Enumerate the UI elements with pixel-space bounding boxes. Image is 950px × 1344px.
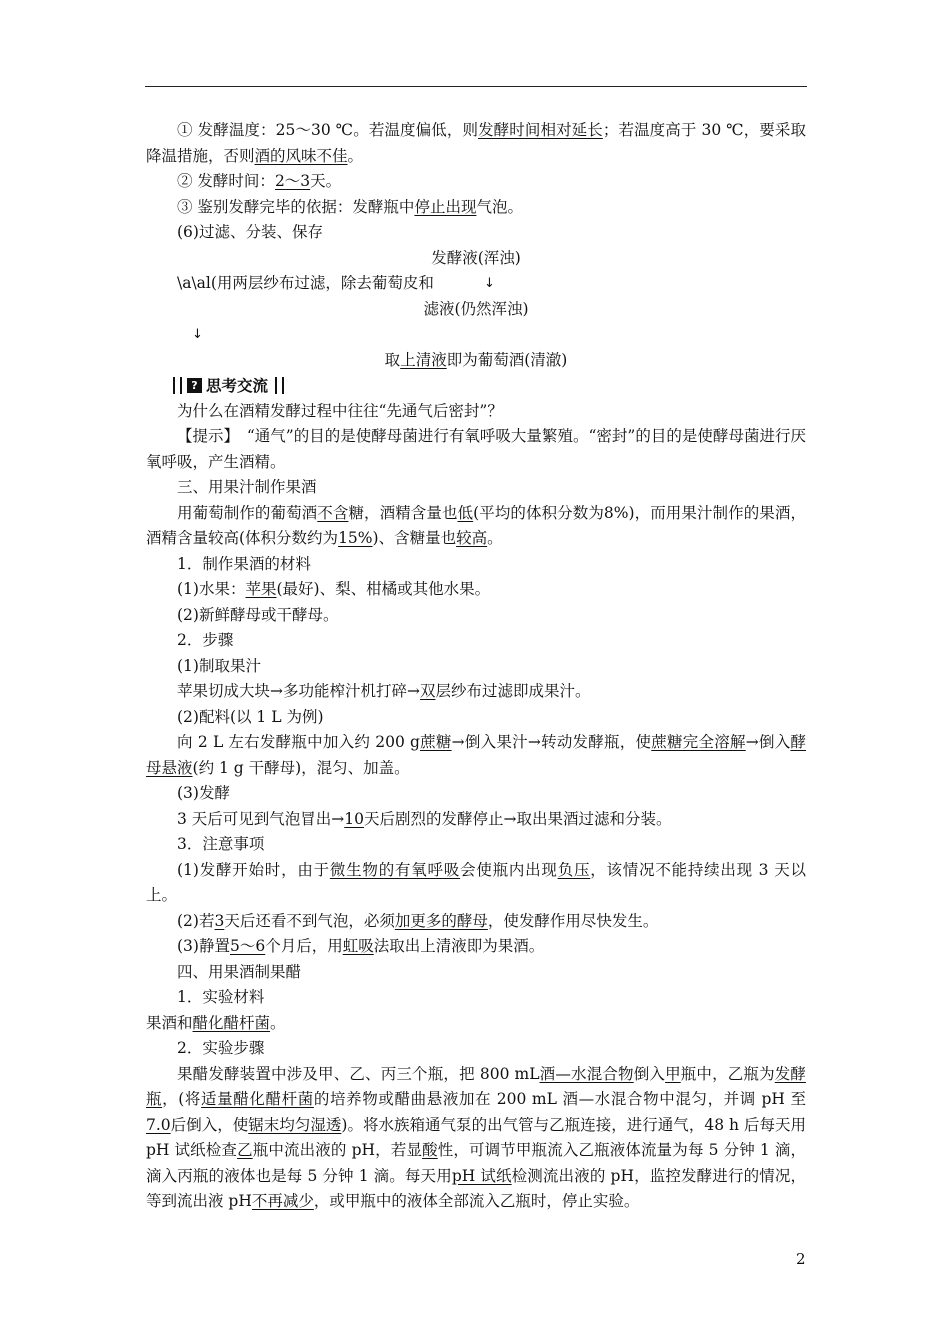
step-1-desc: 苹果切成大块→多功能榨汁机打碎→双层纱布过滤即成果汁。 bbox=[177, 682, 591, 700]
exp-materials-title: 1．实验材料 bbox=[177, 988, 265, 1006]
flow-step-5: 取上清液即为葡萄酒(清澈) bbox=[384, 350, 568, 369]
heading-filter: (6)过滤、分装、保存 bbox=[177, 223, 323, 241]
para-temperature: ① 发酵温度：25～30 ℃。若温度偏低，则发酵时间相对延长；若温度高于 30 ℃，要采取降温措施，否则酒的风味不佳。 bbox=[146, 121, 806, 165]
note-3: (3)静置5～6个月后，用虹吸法取出上清液即为果酒。 bbox=[177, 937, 545, 955]
exp-steps-para: 果醋发酵装置中涉及甲、乙、丙三个瓶，把 800 mL酒—水混合物倒入甲瓶中，乙瓶为发酵瓶，(将适量醋化醋杆菌的培养物或醋曲悬液加在 200 mL 酒—水混合物中混匀，并调 pH 至7.0后倒入，使锯末均匀湿透)。将水族箱通气泵的出气管与乙瓶连接，进行通气，48 h 后每天用 pH 试纸检查乙瓶中流出液的 pH，若显酸性，可调节甲瓶流入乙瓶液体流量为每 5 分钟 1 滴，滴入丙瓶的液体也是每 5 分钟 1 滴。每天用pH 试纸检测流出液的 pH，监控发酵进行的情况，等到流出液 pH不再减少，或甲瓶中的液体全部流入乙瓶时，停止实验。 bbox=[146, 1064, 806, 1210]
exp-materials-desc: 果酒和醋化醋杆菌。 bbox=[146, 1013, 286, 1032]
para-time: ② 发酵时间：2～3天。 bbox=[177, 172, 342, 190]
question-icon: ? bbox=[187, 378, 202, 393]
materials-fruit: (1)水果：苹果(最好)、梨、柑橘或其他水果。 bbox=[177, 580, 491, 598]
step-2-desc: 向 2 L 左右发酵瓶中加入约 200 g蔗糖→倒入果汁→转动发酵瓶，使蔗糖完全溶解→倒入酵母悬液(约 1 g 干酵母)，混匀、加盖。 bbox=[146, 733, 806, 777]
flow-step-3: 滤液(仍然浑浊) bbox=[423, 299, 529, 318]
note-1: (1)发酵开始时，由于微生物的有氧呼吸会使瓶内出现负压，该情况不能持续出现 3 天以上。 bbox=[146, 860, 806, 904]
think-section-header: ? 思考交流 bbox=[146, 373, 806, 399]
down-arrow-icon: ↓ bbox=[192, 327, 203, 342]
flow-step-2: \a\al(用两层纱布过滤，除去葡萄皮和 ↓ bbox=[146, 271, 806, 297]
notes-title: 3．注意事项 bbox=[177, 835, 265, 853]
section-3-title: 三、用果汁制作果酒 bbox=[177, 478, 317, 496]
materials-yeast: (2)新鲜酵母或干酵母。 bbox=[177, 605, 339, 624]
flow-step-4 bbox=[146, 322, 806, 348]
materials-title: 1．制作果酒的材料 bbox=[177, 554, 311, 573]
section-4-title: 四、用果酒制果醋 bbox=[177, 962, 302, 981]
para-criteria: ③ 鉴别发酵完毕的依据：发酵瓶中停止出现气泡。 bbox=[177, 197, 523, 216]
exp-steps-title: 2．实验步骤 bbox=[177, 1039, 265, 1057]
section-3-para: 用葡萄制作的葡萄酒不含糖，酒精含量也低(平均的体积分数为8%)，而用果汁制作的果酒，酒精含量较高(体积分数约为15%)、含糖量也较高。 bbox=[146, 503, 806, 547]
note-2: (2)若3天后还看不到气泡，必须加更多的酵母，使发酵作用尽快发生。 bbox=[177, 911, 659, 930]
flow-step-1: 发酵液(浑浊) bbox=[431, 248, 521, 267]
step-1-title: (1)制取果汁 bbox=[177, 656, 261, 675]
steps-title: 2．步骤 bbox=[177, 631, 234, 649]
page-number: 2 bbox=[796, 1250, 806, 1268]
step-2-title: (2)配料(以 1 L 为例) bbox=[177, 707, 324, 726]
step-3-desc: 3 天后可见到气泡冒出→10天后剧烈的发酵停止→取出果酒过滤和分装。 bbox=[177, 809, 672, 828]
header-rule bbox=[145, 86, 807, 87]
think-question: 为什么在酒精发酵过程中往往“先通气后密封”？ bbox=[177, 401, 503, 420]
down-arrow-icon: ↓ bbox=[484, 276, 495, 291]
step-3-title: (3)发酵 bbox=[177, 784, 230, 802]
document-body bbox=[146, 118, 806, 1215]
think-hint: 【提示】 “通气”的目的是使酵母菌进行有氧呼吸大量繁殖。“密封”的目的是使酵母菌进行厌氧呼吸，产生酒精。 bbox=[146, 427, 806, 471]
